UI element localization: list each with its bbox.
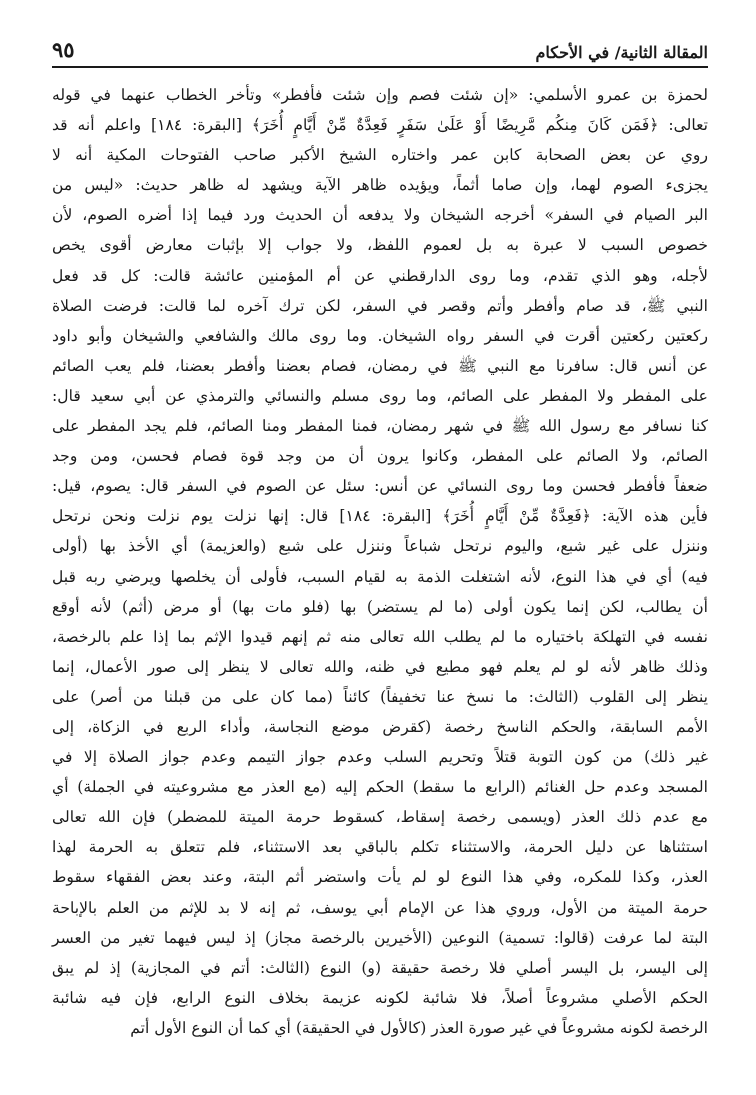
text-line: يجزىء الصوم لهما، وإن صاما أثماً، ويؤيده ظاهر الآية ويشهد له ظاهر حديث: «ليس من — [52, 176, 708, 195]
text-line: البتة لما عرفت (قالوا: تسمية) النوعين (الأخيرين بالرخصة مجاز) إذ ليس فيهما تغير من العسر — [52, 928, 708, 947]
text-line: فيه) أي في هذا النوع، لأنه اشتغلت الذمة به لقيام السبب، فأولى أن يخلصها ويرضي ربه قبل — [52, 567, 708, 586]
text-line: مع عدم ذلك العذر (ويسمى رخصة إسقاط، كسقوط حرمة الميتة للمضطر) فإن الله تعالى — [52, 808, 708, 827]
text-line: كنا نسافر مع رسول الله ﷺ في شهر رمضان، فمنا المفطر ومنا الصائم، فلم يجد المفطر على — [52, 417, 708, 436]
text-line: ينظر إلى القلوب (الثالث: ما نسخ عنا تخفيفاً) كائناً (مما كان على من قبلنا من أصر) على — [52, 687, 708, 706]
text-line: العذر، وكذا للمكره، وفي هذا النوع لو لم يأت واستضر أثم البتة، وعند بعض الفقهاء سقوط — [52, 868, 708, 887]
text-line: حرمة الميتة من الأول، وروي هذا عن الإمام أبي يوسف، ثم إنه لا بد للإثم من العلم بالإباحة — [52, 898, 708, 917]
text-line: ركعتين ركعتين أقرت في السفر رواه الشيخان. وما روى مالك والشافعي والشيخان وأبو داود — [52, 326, 708, 345]
page-header — [52, 28, 708, 68]
text-line: لحمزة بن عمرو الأسلمي: «إن شئت فصم وإن شئت فأفطر» وتأخر الخطاب عنهما في قوله — [52, 86, 708, 104]
page-number: ٩٥ — [52, 37, 75, 62]
text-line: أن يطالب، لكن إنما يكون أولى (ما لم يستضر) بها (فلو مات بها) أو مرض (أثم) لأنه أوقع — [52, 597, 708, 616]
text-line: لأجله، وهو الذي تقدم، وما روى الدارقطني عن أم المؤمنين عائشة قالت: كل قد فعل — [52, 266, 708, 285]
text-line: الصائم، ولا الصائم على المفطر، وكانوا يرون أن من وجد قوة فصام فحسن، ومن وجد — [52, 447, 708, 466]
text-line: وذلك ظاهر لأنه لو لم يعلم فهو مطيع في ظنه، والله تعالى لا ينظر إلى صور الأعمال، إنما — [52, 657, 708, 676]
body-text — [52, 80, 708, 1043]
text-line: البر الصيام في السفر» أخرجه الشيخان ولا يدفعه أن الحديث ورد فيما إذا أضره الصوم، لأن — [52, 206, 708, 225]
text-line: ضعفاً فأفطر فحسن وما روى النسائي عن أنس: سئل عن الصوم في السفر قال: يصوم، قيل: — [52, 477, 708, 496]
text-line: روي عن بعض الصحابة كابن عمر واختاره الشيخ الأكبر صاحب الفتوحات المكية أنه لا — [52, 146, 708, 165]
running-title: المقالة الثانية/ في الأحكام — [535, 43, 708, 62]
text-line: وننزل على غير شبع، واليوم نرتحل شباعاً وننزل على شبع (والعزيمة) أي الأخذ بها (أولى — [52, 537, 708, 556]
text-line: الحكم الأصلي مشروعاً أصلاً، فلا شائبة لكونه عزيمة بخلاف النوع الرابع، فإن فيه شائبة — [52, 988, 708, 1007]
text-line: على المفطر ولا المفطر على الصائم، وما روى مسلم والنسائي والترمذي عن أبي سعيد قال: — [52, 386, 708, 405]
text-line: نفسه في التهلكة باختياره ما لم يطلب الله تعالى منه ثم إنهم قيدوا الإثم بما إذا علم بالرخصة، — [52, 627, 708, 646]
text-line: خصوص السبب لا عبرة به بل لعموم اللفظ، ولا جواب إلا بإثبات معارض أقوى يخص — [52, 236, 708, 255]
text-line: إلى اليسر، بل اليسر أصلي فلا رخصة حقيقة (و) النوع (الثالث: أتم في المجازية) إذ لم يبق — [52, 958, 708, 977]
text-line: عن أنس قال: سافرنا مع النبي ﷺ في رمضان، فصام بعضنا وأفطر بعضنا، فلم يعب الصائم — [52, 356, 708, 375]
text-line: النبي ﷺ، قد صام وأفطر وأتم وقصر في السفر، لكن ترك آخره لما قالت: فرضت الصلاة — [52, 296, 708, 315]
text-line: الأمم السابقة، والحكم الناسخ رخصة (كقرض موضع النجاسة، وأداء الربع في الزكاة، إلى — [52, 717, 708, 736]
text-line: تعالى: ﴿فَمَن كَانَ مِنكُم مَّرِيضًا أَوْ عَلَىٰ سَفَرٍ فَعِدَّةٌ مِّنْ أَيَّامٍ أُخَرَ﴾ [البقرة: ١٨٤] واعلم أنه قد — [52, 116, 708, 135]
text-line: غير ذلك) من كون التوبة قتلاً وتحريم السلب وعدم جواز التيمم وعدم جواز الصلاة إلا في — [52, 748, 708, 767]
text-line: المسجد وعدم حل الغنائم (الرابع ما سقط) الحكم إليه (مع العذر مع مشروعيته في الجملة) أي — [52, 778, 708, 797]
paragraph — [52, 80, 708, 1043]
text-line: استثناها عن دليل الحرمة، والاستثناء تكلم بالباقي بعد الاستثناء، فلم تتعلق به الحرمة لهذا — [52, 838, 708, 857]
text-line: الرخصة لكونه مشروعاً في غير صورة العذر (كالأول في الحقيقة) أي كما أن النوع الأول أتم — [130, 1018, 708, 1037]
text-line: فأين هذه الآية: ﴿فَعِدَّةٌ مِّنْ أَيَّامٍ أُخَرَ﴾ [البقرة: ١٨٤] قال: إنها نزلت يوم نزلت ونحن نرتحل — [52, 507, 708, 526]
